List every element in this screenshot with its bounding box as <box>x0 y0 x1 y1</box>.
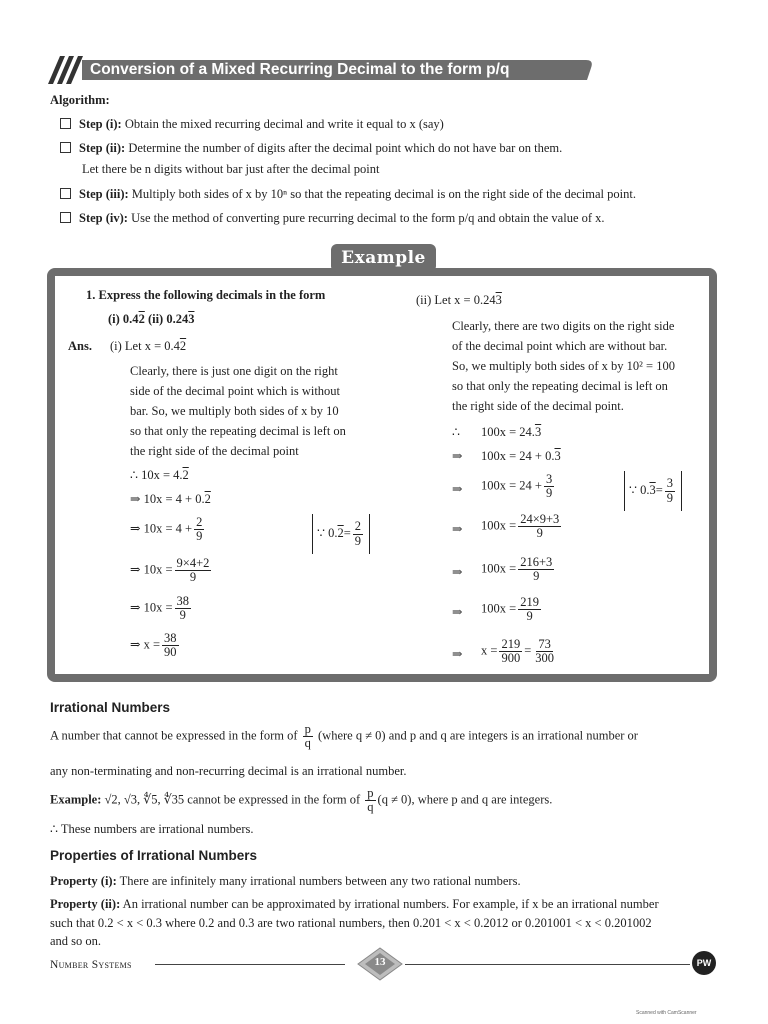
answer-label: Ans. <box>68 339 92 353</box>
left-paragraph: Clearly, there is just one digit on the right side of the decimal point which is without bar. So, we multiply both sides of x by 10 so that only the repeating decimal is left on the right side of the decimal point <box>130 364 346 458</box>
right-step-4-expr: 100x = $\frac{24\times 9+3}{9}$ <box>481 512 560 541</box>
left-let: (i) Let x = 0.42 <box>110 339 187 353</box>
irrational-example: Example: √2, √3, ∜5, ∜35 cannot be expressed in the form of $\frac{p}{q}$ (q ≠ 0), where p and q are integers. <box>50 786 553 815</box>
right-paragraph: Clearly, there are two digits on the right side of the decimal point which are without bar. So, we multiply both sides of x by 10² = 100 so that only the repeating decimal is left on the right side of the decimal point. <box>452 319 675 413</box>
right-step-3: ⇒ <box>452 482 463 496</box>
checkbox-icon <box>60 142 71 153</box>
step-2: Step (ii): Determine the number of digits after the decimal point which do not have bar on them. <box>60 141 562 157</box>
right-step-2-expr: 100x = 24 + 0.3 <box>481 449 561 463</box>
step-3: Step (iii): Multiply both sides of x by 10ⁿ so that the repeating decimal is on the right side of the decimal point. <box>60 187 636 203</box>
section-title: Conversion of a Mixed Recurring Decimal to the form p/q <box>90 61 510 78</box>
right-step-5-expr: 100x = $\frac{216+3}{9}$ <box>481 555 553 584</box>
question: 1. Express the following decimals in the form <box>86 288 326 302</box>
right-step-5: ⇒ <box>452 565 463 579</box>
left-hint: ∵ 0. 2 = $\frac{2}{9}$ <box>312 514 370 554</box>
right-step-4: ⇒ <box>452 522 463 536</box>
right-step-3-expr: 100x = 24 + $\frac{3}{9}$ <box>481 472 553 501</box>
properties-heading: Properties of Irrational Numbers <box>50 848 258 863</box>
left-step-6: ⇒ x = $\frac{38}{90}$ <box>130 631 177 660</box>
irrational-para-2: any non-terminating and non-recurring decimal is an irrational number. <box>50 764 407 778</box>
right-step-6: ⇒ <box>452 605 463 619</box>
property-1: Property (i): There are infinitely many irrational numbers between any two rational numbers. <box>50 874 521 888</box>
page-number: 13 <box>374 956 386 968</box>
property-2: Property (ii): An irrational number can be approximated by irrational numbers. For example, if x be an irrational number <box>50 897 659 911</box>
right-step-7: ⇒ <box>452 647 463 661</box>
algorithm-label: Algorithm: <box>50 93 110 107</box>
right-step-1: ∴ <box>452 425 460 439</box>
scan-note: Scanned with CamScanner <box>636 1010 697 1016</box>
example-tab: Example <box>331 244 436 272</box>
footer-divider-right <box>405 964 690 965</box>
irrational-heading: Irrational Numbers <box>50 700 171 715</box>
step-2-continued: Let there be n digits without bar just after the decimal point <box>82 162 380 176</box>
right-step-1-expr: 100x = 24.3 <box>481 425 542 439</box>
checkbox-icon <box>60 188 71 199</box>
property-2-line-2: such that 0.2 < x < 0.3 where 0.2 and 0.3 are two rational numbers, then 0.201 < x < 0.2012 or 0.201001 < x < 0.201002 <box>50 916 652 930</box>
property-2-line-3: and so on. <box>50 934 102 948</box>
left-step-5: ⇒ 10x = $\frac{38}{9}$ <box>130 594 190 623</box>
footer-section: Number Systems <box>50 959 132 971</box>
question-parts: (i) 0.42 (ii) 0.243 <box>108 312 195 326</box>
irrational-therefore: ∴ These numbers are irrational numbers. <box>50 822 254 836</box>
checkbox-icon <box>60 212 71 223</box>
step-4: Step (iv): Use the method of converting pure recurring decimal to the form p/q and obtain the value of x. <box>60 211 605 227</box>
publisher-logo: PW <box>692 951 716 975</box>
right-hint: ∵ 0. 3 = $\frac{3}{9}$ <box>624 471 682 511</box>
right-step-6-expr: 100x = $\frac{219}{9}$ <box>481 595 539 624</box>
right-step-7-expr: x = $\frac{219}{900}$ = $\frac{73}{300}$ <box>481 637 554 666</box>
irrational-para-1: A number that cannot be expressed in the form of $\frac{p}{q}$ (where q ≠ 0) and p and q are integers is an irrational number or <box>50 722 638 751</box>
left-step-3: ⇒ 10x = 4 + $\frac{2}{9}$ <box>130 515 203 544</box>
step-1: Step (i): Obtain the mixed recurring decimal and write it equal to x (say) <box>60 117 444 133</box>
footer-divider-left <box>155 964 345 965</box>
left-step-2: ⇒ 10x = 4 + 0.2 <box>130 492 211 506</box>
right-let: (ii) Let x = 0.243 <box>416 293 502 307</box>
right-step-2: ⇒ <box>452 449 463 463</box>
left-step-4: ⇒ 10x = $\frac{9\times 4+2}{9}$ <box>130 556 210 585</box>
left-step-1: ∴ 10x = 4.2 <box>130 468 189 482</box>
checkbox-icon <box>60 118 71 129</box>
